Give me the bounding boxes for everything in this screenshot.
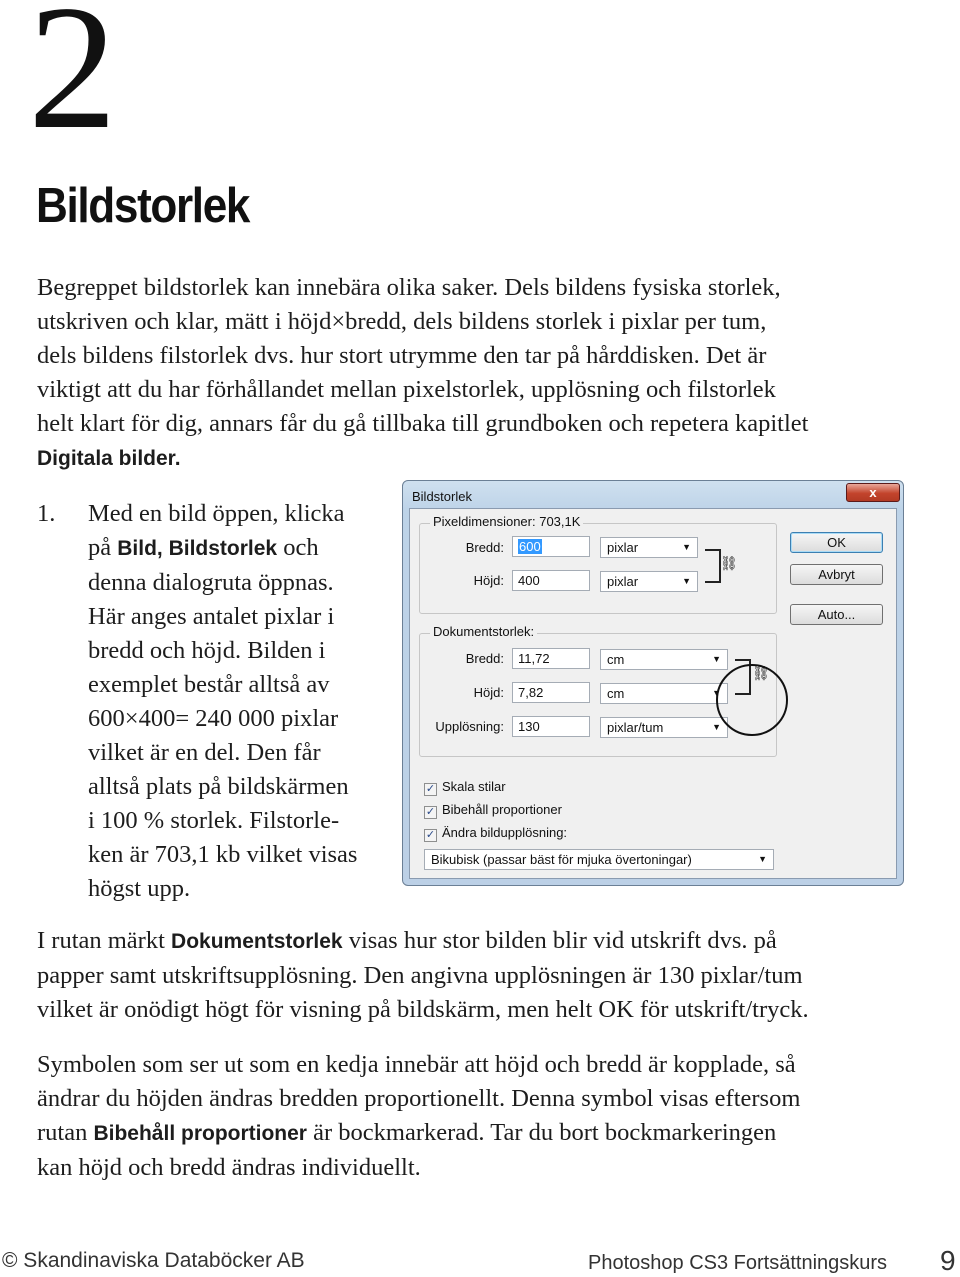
- bold-term: Bibehåll proportioner: [93, 1122, 307, 1145]
- step-line: Här anges antalet pixlar i: [88, 603, 335, 630]
- doc-height-input[interactable]: [512, 682, 590, 703]
- unit-value: pixlar: [607, 540, 639, 555]
- dialog-body: [409, 508, 897, 879]
- dropdown-arrow-icon: ▼: [712, 722, 721, 732]
- dialog-title: Bildstorlek: [412, 489, 472, 504]
- text-fragment: och: [277, 534, 319, 561]
- doc-width-unit-select[interactable]: [600, 649, 728, 670]
- bold-term: Bild, Bildstorlek: [117, 537, 278, 560]
- para-line: ändrar du höjden ändras bredden proportionellt. Denna symbol visas eftersom: [37, 1085, 801, 1112]
- step-line: bredd och höjd. Bilden i: [88, 637, 326, 664]
- cancel-button[interactable]: Avbryt: [790, 564, 883, 585]
- dropdown-arrow-icon: ▼: [682, 576, 691, 586]
- chain-link-icon[interactable]: ⛓: [752, 665, 770, 681]
- pixel-height-unit-select[interactable]: [600, 571, 698, 592]
- para-line: vilket är onödigt högt för visning på bildskärm, men helt OK för utskrift/tryck.: [37, 996, 809, 1023]
- intro-line: Begreppet bildstorlek kan innebära olika saker. Dels bildens fysiska storlek,: [37, 274, 781, 301]
- chapter-number: 2: [28, 0, 117, 166]
- check-icon: ✓: [425, 806, 436, 818]
- para-line: papper samt utskriftsupplösning. Den angivna upplösningen är 130 pixlar/tum: [37, 962, 803, 989]
- pixel-width-value: 600: [519, 539, 541, 554]
- doc-height-value: 7,82: [518, 685, 544, 700]
- link-bracket-icon: [705, 549, 721, 583]
- check-icon: ✓: [425, 829, 436, 841]
- doc-width-input[interactable]: [512, 648, 590, 669]
- step-number: 1.: [37, 500, 56, 527]
- page-footer: [0, 1245, 960, 1277]
- dropdown-arrow-icon: ▼: [758, 854, 767, 864]
- step-line: denna dialogruta öppnas.: [88, 569, 334, 596]
- pixel-height-value: 400: [518, 573, 540, 588]
- document-size-label: Dokumentstorlek:: [430, 624, 537, 639]
- checkbox-label: Skala stilar: [442, 779, 506, 794]
- resample-method-value: Bikubisk (passar bäst för mjuka övertoningar): [431, 852, 692, 867]
- auto-button[interactable]: Auto...: [790, 604, 883, 625]
- check-icon: ✓: [425, 783, 436, 795]
- close-button[interactable]: x: [846, 483, 900, 502]
- intro-line: [37, 441, 917, 476]
- unit-value: pixlar/tum: [607, 720, 664, 735]
- para-line: kan höjd och bredd ändras individuellt.: [37, 1154, 421, 1181]
- intro-paragraph: [37, 271, 917, 476]
- doc-width-label: Bredd:: [465, 651, 504, 666]
- bold-term: Digitala bilder.: [37, 447, 181, 470]
- intro-line: helt klart för dig, annars får du gå tillbaka till grundboken och repetera kapitlet: [37, 410, 809, 437]
- intro-line: dels bildens filstorlek dvs. hur stort utrymme den tar på hårddisken. Det är: [37, 342, 767, 369]
- pixel-dimensions-label: Pixeldimensioner: 703,1K: [430, 514, 583, 529]
- intro-line: utskriven och klar, mätt i höjd×bredd, dels bildens storlek i pixlar per tum,: [37, 308, 767, 335]
- footer-copyright: © Skandinaviska Databöcker AB: [2, 1249, 305, 1272]
- checkbox-label: Bibehåll proportioner: [442, 802, 562, 817]
- step-line: alltså plats på bildskärmen: [88, 773, 349, 800]
- scale-styles-checkbox[interactable]: [424, 779, 506, 796]
- pixel-width-unit-select[interactable]: [600, 537, 698, 558]
- dropdown-arrow-icon: ▼: [682, 542, 691, 552]
- text-fragment: I rutan märkt: [37, 927, 172, 954]
- doc-height-unit-select[interactable]: [600, 683, 728, 704]
- unit-value: pixlar: [607, 574, 639, 589]
- resample-method-select[interactable]: [424, 849, 774, 870]
- doc-height-label: Höjd:: [473, 685, 504, 700]
- doc-width-value: 11,72: [518, 651, 550, 666]
- step-line: vilket är en del. Den får: [88, 739, 321, 766]
- pixel-width-input[interactable]: [512, 536, 590, 557]
- text-fragment: på: [88, 534, 118, 561]
- resolution-value: 130: [518, 719, 540, 734]
- para-line: Symbolen som ser ut som en kedja innebär att höjd och bredd är kopplade, så: [37, 1051, 796, 1078]
- step-1: [37, 497, 397, 906]
- chain-symbol-paragraph: [37, 1048, 917, 1185]
- resolution-label: Upplösning:: [435, 719, 504, 734]
- pixel-height-label: Höjd:: [473, 573, 504, 588]
- step-line: exemplet består alltså av: [88, 671, 330, 698]
- intro-line: viktigt att du har förhållandet mellan pixelstorlek, upplösning och filstorlek: [37, 376, 776, 403]
- checkbox-label: Ändra bildupplösning:: [442, 825, 568, 840]
- resample-checkbox[interactable]: [424, 825, 567, 842]
- chapter-title: Bildstorlek: [36, 179, 250, 233]
- document-size-paragraph: [37, 924, 917, 1027]
- step-line: i 100 % storlek. Filstorle-: [88, 807, 340, 834]
- para-line: [37, 1116, 917, 1151]
- text-fragment: visas hur stor bilden blir vid utskrift dvs. på: [342, 927, 777, 954]
- chain-link-icon[interactable]: ⛓: [720, 555, 738, 571]
- footer-book-title: Photoshop CS3 Fortsättningskurs: [588, 1252, 888, 1274]
- text-fragment: rutan: [37, 1119, 94, 1146]
- highlight-circle: [716, 664, 788, 736]
- dropdown-arrow-icon: ▼: [712, 654, 721, 664]
- dropdown-arrow-icon: ▼: [712, 688, 721, 698]
- step-line: högst upp.: [88, 875, 191, 902]
- resolution-unit-select[interactable]: [600, 717, 728, 738]
- bold-term: Dokumentstorlek: [171, 930, 343, 953]
- step-line: 600×400= 240 000 pixlar: [88, 705, 339, 732]
- step-line: Med en bild öppen, klicka: [88, 500, 345, 527]
- step-line: [88, 531, 397, 566]
- text-fragment: är bockmarkerad. Tar du bort bockmarkeringen: [306, 1119, 777, 1146]
- para-line: [37, 924, 917, 959]
- image-size-dialog: [402, 480, 904, 886]
- pixel-height-input[interactable]: [512, 570, 590, 591]
- step-line: ken är 703,1 kb vilket visas: [88, 841, 358, 868]
- unit-value: cm: [607, 652, 625, 667]
- pixel-width-label: Bredd:: [465, 540, 504, 555]
- page-number: 9: [940, 1245, 956, 1276]
- ok-button[interactable]: OK: [790, 532, 883, 553]
- unit-value: cm: [607, 686, 625, 701]
- resolution-input[interactable]: [512, 716, 590, 737]
- constrain-proportions-checkbox[interactable]: [424, 802, 562, 819]
